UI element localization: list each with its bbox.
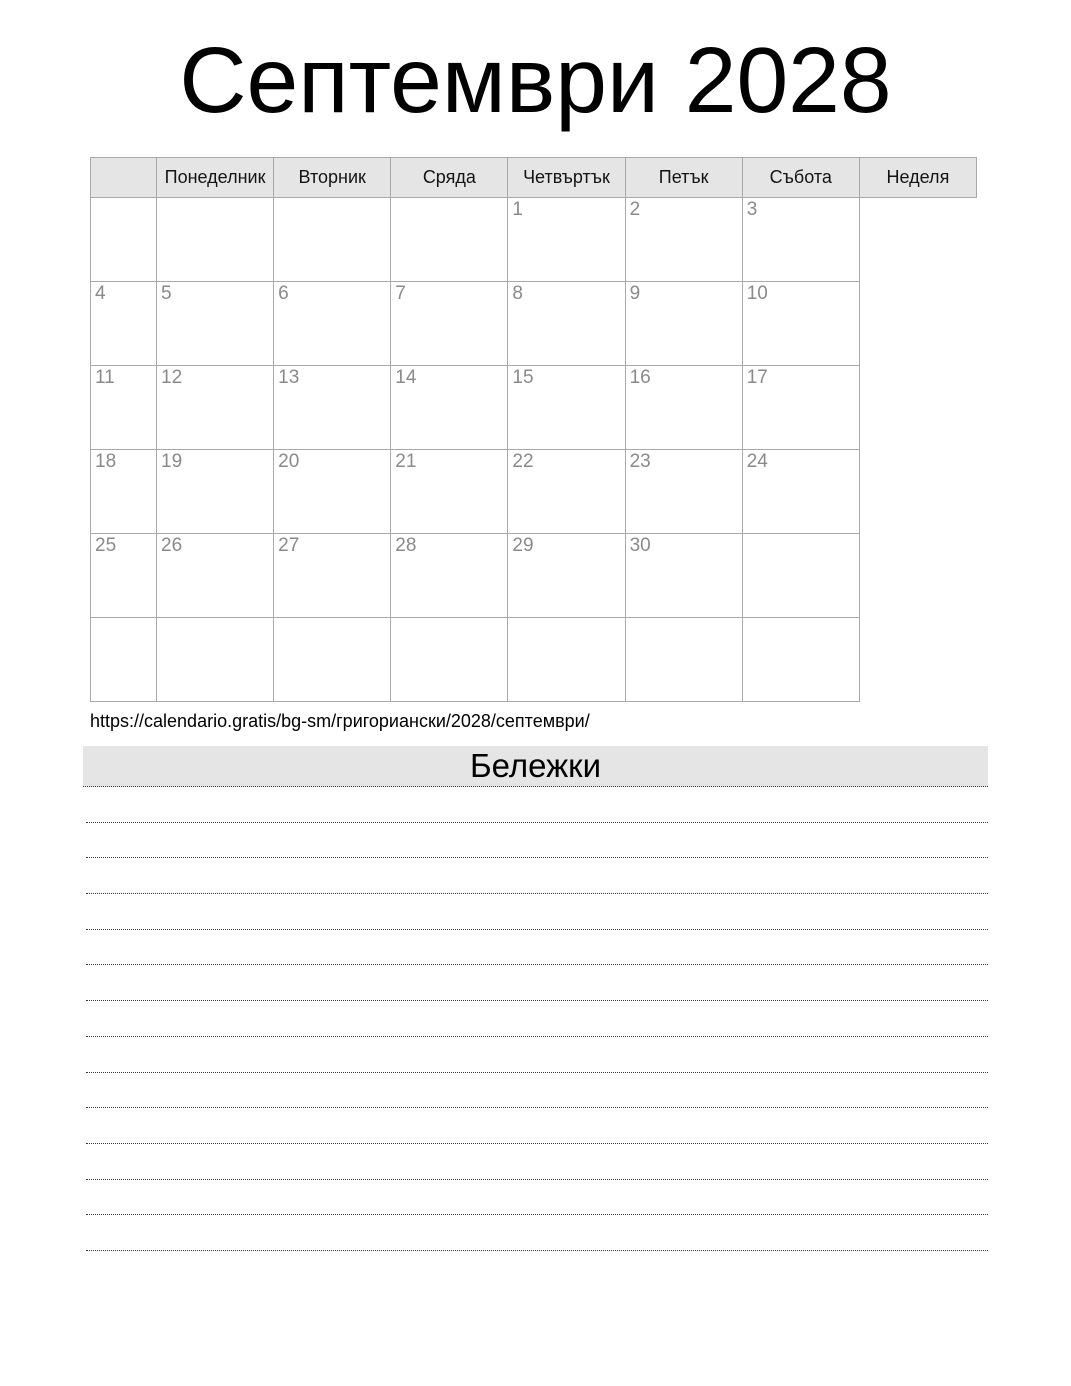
calendar-day-cell [742,618,859,702]
calendar-day-cell [91,618,157,702]
calendar-day-cell [157,618,274,702]
weekday-header: Събота [742,158,859,198]
calendar-day-cell: 29 [508,534,625,618]
notes-lines [86,787,988,1251]
week-number-column [91,158,157,198]
calendar-day-cell [508,618,625,702]
note-line [86,1108,988,1144]
calendar-day-cell [274,618,391,702]
weekday-header-row [91,158,977,198]
weekday-header: Четвъртък [508,158,625,198]
calendar-day-cell: 5 [157,282,274,366]
weekday-header: Сряда [391,158,508,198]
calendar-header [91,158,977,198]
calendar-table [90,157,977,702]
calendar-day-cell: 15 [508,366,625,450]
note-line [86,1001,988,1037]
weekday-header: Понеделник [157,158,274,198]
calendar-day-cell: 1 [508,198,625,282]
calendar-day-cell: 17 [742,366,859,450]
note-line [86,965,988,1001]
calendar-day-cell: 6 [274,282,391,366]
calendar-week-row [91,534,977,618]
calendar-day-cell: 25 [91,534,157,618]
calendar-week-row [91,450,977,534]
calendar-day-cell: 19 [157,450,274,534]
calendar-day-cell: 16 [625,366,742,450]
calendar-day-cell: 18 [91,450,157,534]
weekday-header: Неделя [859,158,976,198]
calendar-body [91,198,977,702]
calendar-day-cell: 20 [274,450,391,534]
calendar-day-cell [91,198,157,282]
weekday-header: Вторник [274,158,391,198]
note-line [86,930,988,966]
calendar-day-cell [391,198,508,282]
note-line [86,787,988,823]
calendar-day-cell: 9 [625,282,742,366]
note-line [86,1144,988,1180]
calendar-day-cell: 3 [742,198,859,282]
calendar-day-cell: 23 [625,450,742,534]
note-line [86,1073,988,1109]
calendar-day-cell: 4 [91,282,157,366]
calendar-day-cell: 30 [625,534,742,618]
calendar-day-cell: 12 [157,366,274,450]
calendar-day-cell: 21 [391,450,508,534]
calendar-week-row [91,366,977,450]
calendar-day-cell [742,534,859,618]
note-line [86,1215,988,1251]
calendar-day-cell [274,198,391,282]
calendar-day-cell: 7 [391,282,508,366]
calendar-day-cell [157,198,274,282]
calendar-week-row [91,282,977,366]
calendar-day-cell: 14 [391,366,508,450]
calendar-week-row [91,198,977,282]
calendar-day-cell [391,618,508,702]
calendar-week-row [91,618,977,702]
calendar-day-cell: 8 [508,282,625,366]
note-line [86,1180,988,1216]
note-line [86,823,988,859]
source-url: https://calendario.gratis/bg-sm/григориански/2028/септември/ [90,711,590,731]
weekday-header: Петък [625,158,742,198]
calendar-day-cell: 26 [157,534,274,618]
notes-section-title: Бележки [83,746,988,787]
note-line [86,894,988,930]
calendar-day-cell: 10 [742,282,859,366]
calendar-day-cell: 27 [274,534,391,618]
calendar-day-cell: 11 [91,366,157,450]
page-title: Септември 2028 [179,28,892,132]
calendar-day-cell [625,618,742,702]
calendar-day-cell: 2 [625,198,742,282]
calendar-day-cell: 24 [742,450,859,534]
note-line [86,858,988,894]
calendar-day-cell: 22 [508,450,625,534]
calendar-day-cell: 28 [391,534,508,618]
calendar-day-cell: 13 [274,366,391,450]
note-line [86,1037,988,1073]
